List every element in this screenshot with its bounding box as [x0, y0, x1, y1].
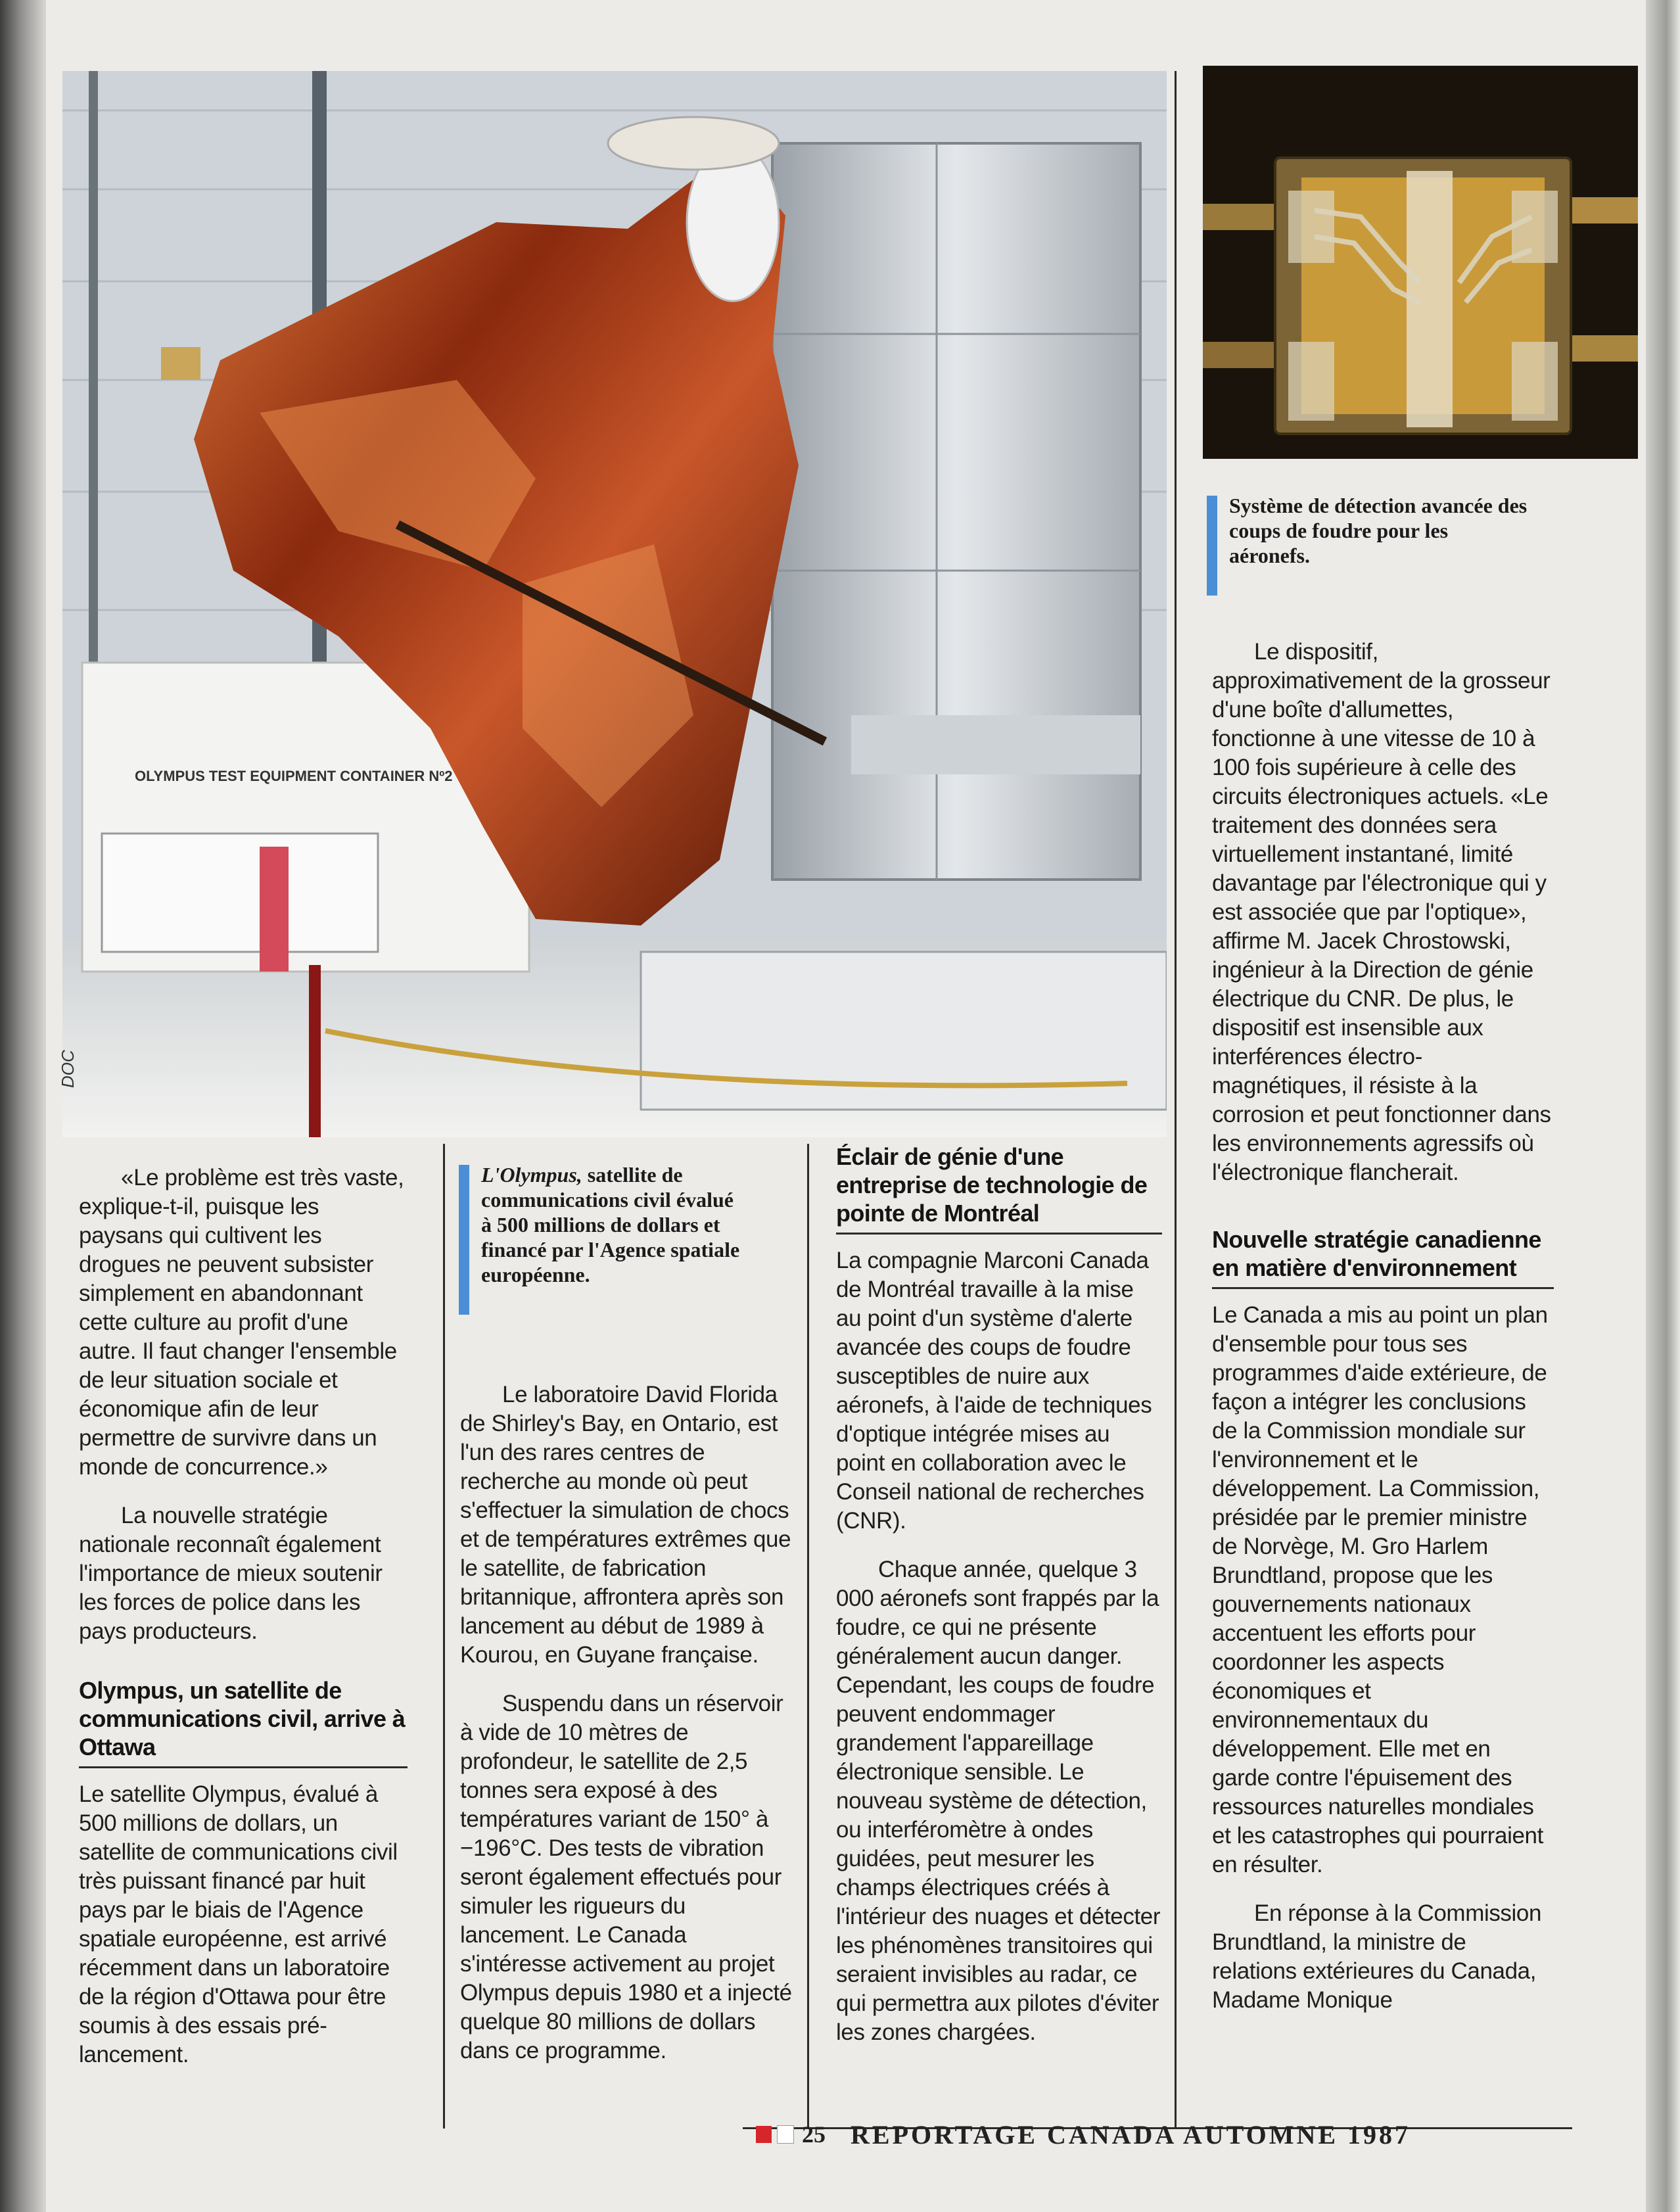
lightning-detector-photo — [1203, 66, 1638, 459]
satellite-illustration — [62, 71, 1167, 1137]
column-rule — [1175, 71, 1177, 2129]
paragraph: Suspendu dans un réservoir à vide de 10 mètres de profondeur, le satellite de 2,5 tonnes sera exposé à des températures variant de 150° à −196°C. Des tests de vibration seront également effectués pour simuler les rigueurs du lancement. Le Canada s'intéresse activement au projet Olympus depuis 1980 et a injecté quelque 80 millions de dollars dans ce programme. — [460, 1691, 792, 2063]
heading-rule — [1212, 1287, 1554, 1289]
heading-rule — [79, 1766, 408, 1768]
heading-rule — [836, 1233, 1162, 1235]
section-heading: Olympus, un satellite de communications civil, arrive à Ottawa — [79, 1677, 406, 1760]
chip-caption — [1207, 493, 1531, 568]
paragraph: Le laboratoire David Florida de Shirley's Bay, en Ontario, est l'un des rares centres de recherche au monde où peut s'effectuer la simulation de chocs et de températures extrêmes que le satellite, de fabrication britannique, affrontera après son lancement au début de 1989 à Kourou, en Guyane française. — [460, 1382, 791, 1668]
column-2 — [460, 1380, 797, 2065]
caption-accent-bar — [1207, 496, 1217, 596]
column-3 — [836, 1142, 1162, 2047]
olympus-satellite-photo — [62, 71, 1167, 1137]
magazine-title: REPORTAGE CANADA AUTOMNE 1987 — [851, 2119, 1411, 2150]
paragraph: Chaque année, quelque 3 000 aéronefs sont frappés par la foudre, ce qui ne présente généralement aucun danger. Cependant, les coups de foudre peuvent endommager grandement l'appareillage électronique sensible. Le nouveau système de détection, ou interféromètre à ondes guidées, peut mesurer les champs électriques créés à l'intérieur des nuages et détecter les phénomènes transitoires qui seraient invisibles au radar, ce qui permettra aux pilotes d'éviter les zones chargées. — [836, 1557, 1161, 2045]
page-number: 25 — [802, 2121, 826, 2148]
olympus-caption-text: satellite de communications civil évalué à 500 millions de dollars et financé par l'Agence spatiale européenne. — [481, 1163, 740, 1286]
olympus-caption — [459, 1162, 744, 1287]
page-edge — [1646, 0, 1680, 2212]
footer-white-square — [777, 2125, 794, 2144]
paragraph: En réponse à la Commission Brundtland, la ministre de relations extérieures du Canada, Madame Monique — [1212, 1900, 1542, 2013]
paragraph: La compagnie Marconi Canada de Montréal travaille à la mise au point d'un système d'alerte avancée des coups de foudre susceptibles de nuire aux aéronefs, à l'aide de techniques d'optique intégrée mises au point en collaboration avec le Conseil national de recherches (CNR). — [836, 1248, 1152, 1534]
footer-red-square — [756, 2126, 772, 2143]
paragraph: Le satellite Olympus, évalué à 500 millions de dollars, un satellite de communications civil très puissant financé par huit pays par le biais de l'Agence spatiale européenne, est arrivé récemment dans un laboratoire de la région d'Ottawa pour être soumis à des essais pré-lancement. — [79, 1781, 398, 2067]
column-1 — [79, 1164, 408, 2069]
paragraph: Le Canada a mis au point un plan d'ensemble pour tous ses programmes d'aide extérieure, de façon a intégrer les conclusions de la Commission mondiale sur l'environnement et le développement. La Commission, présidée par le premier ministre de Norvège, M. Gro Harlem Brundtland, propose que les gouvernements nationaux accentuent les efforts pour coordonner les aspects économiques et environnementaux du développement. Elle met en garde contre l'épuisement des ressources naturelles mondiales et les catastrophes qui pourraient en résulter. — [1212, 1302, 1548, 1877]
olympus-caption-name: L'Olympus, — [481, 1163, 582, 1187]
column-rule — [443, 1144, 445, 2129]
caption-accent-bar — [459, 1165, 469, 1315]
page-footer — [756, 2118, 1411, 2151]
section-heading: Nouvelle stratégie canadienne en matière d'environnement — [1212, 1226, 1541, 1281]
column-rule — [807, 1144, 809, 2129]
paragraph: Le dispositif, approximativement de la grosseur d'une boîte d'allumettes, fonctionne à une vitesse de 10 à 100 fois supérieure à celle des circuits électroniques actuels. «Le traitement des données sera virtuellement instantané, limité davantage par l'électronique qui y est associée que par l'optique», affirme M. Jacek Chrostowski, ingénieur à la Direction de génie électrique du CNR. De plus, le dispositif est insensible aux interférences électro-magnétiques, il résiste à la corrosion et peut fonctionner dans les environnements agressifs où l'électronique flancherait. — [1212, 639, 1551, 1185]
section-heading: Éclair de génie d'une entreprise de technologie de pointe de Montréal — [836, 1143, 1148, 1227]
chip-caption-text: Système de détection avancée des coups de foudre pour les aéronefs. — [1229, 494, 1528, 567]
page-binding-shadow — [0, 0, 46, 2212]
column-4 — [1212, 638, 1554, 2015]
container-label: OLYMPUS TEST EQUIPMENT CONTAINER Nº2 — [135, 768, 453, 784]
chip-illustration — [1203, 66, 1638, 459]
paragraph: La nouvelle stratégie nationale reconnaît également l'importance de mieux soutenir les forces de police dans les pays producteurs. — [79, 1503, 383, 1644]
photo-credit: DOC — [58, 1050, 78, 1088]
paragraph: «Le problème est très vaste, explique-t-il, puisque les paysans qui cultivent les drogues ne peuvent subsister simplement en abandonnant cette culture au profit d'une autre. Il faut changer l'ensemble de leur situation sociale et économique afin de leur permettre de survivre dans un monde de concurrence.» — [79, 1165, 404, 1480]
